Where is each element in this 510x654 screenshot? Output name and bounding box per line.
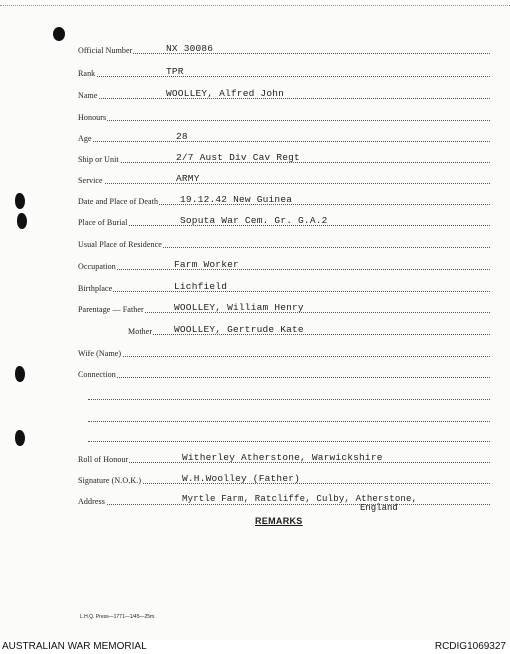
field-wife — [78, 345, 490, 359]
field-name — [78, 87, 490, 101]
record-id: RCDIG1069327 — [434, 641, 506, 652]
field-rank — [78, 65, 490, 79]
connection-continuation-line — [78, 430, 490, 444]
field-occupation — [78, 258, 490, 272]
field-value: W.H.Woolley (Father) — [182, 473, 301, 484]
field-label: Ship or Unit — [78, 155, 119, 164]
field-connection — [78, 366, 490, 380]
field-value: Witherley Atherstone, Warwickshire — [182, 452, 383, 463]
punch-hole — [17, 213, 27, 229]
punch-hole — [53, 27, 65, 41]
field-value: TPR — [166, 66, 184, 77]
field-label: Honours — [78, 113, 107, 122]
field-value: Farm Worker — [174, 259, 239, 270]
field-value: 19.12.42 New Guinea — [180, 194, 293, 205]
remarks-heading: REMARKS — [255, 516, 303, 526]
archive-footer — [0, 640, 510, 654]
field-label: Mother — [128, 327, 153, 336]
field-value: Soputa War Cem. Gr. G.A.2 — [180, 215, 328, 226]
torn-top-edge — [0, 0, 510, 6]
punch-hole — [15, 430, 25, 446]
field-value: WOOLLEY, William Henry — [174, 302, 304, 313]
field-mother — [78, 323, 490, 337]
address-continuation: England — [360, 503, 398, 513]
field-label: Date and Place of Death — [78, 197, 159, 206]
field-father — [78, 301, 490, 315]
field-label: Place of Burial — [78, 218, 128, 227]
field-label: Birthplace — [78, 284, 113, 293]
punch-hole — [15, 366, 25, 382]
field-label: Signature (N.O.K.) — [78, 476, 142, 485]
printer-reference: L.H.Q. Press—1771—1/45—25m. — [80, 614, 156, 620]
field-label: Occupation — [78, 262, 116, 271]
field-service — [78, 172, 490, 186]
punch-hole — [15, 193, 25, 209]
field-address — [78, 493, 490, 507]
field-roll-of-honour — [78, 451, 490, 465]
field-label: Rank — [78, 69, 96, 78]
field-label: Connection — [78, 370, 116, 379]
field-label: Address — [78, 497, 105, 506]
field-label: Wife (Name) — [78, 349, 122, 358]
archive-name: AUSTRALIAN WAR MEMORIAL — [2, 641, 147, 652]
field-age — [78, 130, 490, 144]
field-signature — [78, 472, 490, 486]
field-label: Official Number — [78, 46, 133, 55]
field-value: 2/7 Aust Div Cav Regt — [176, 152, 300, 163]
field-value: NX 30086 — [166, 43, 214, 54]
connection-continuation-line — [78, 388, 490, 402]
field-value: Lichfield — [174, 281, 228, 292]
field-label: Age — [78, 134, 92, 143]
field-value: Myrtle Farm, Ratcliffe, Culby, Atherstone, — [182, 494, 418, 504]
field-birthplace — [78, 280, 490, 294]
field-honours — [78, 109, 490, 123]
field-label: Parentage — Father — [78, 305, 144, 314]
connection-continuation-line — [78, 410, 490, 424]
field-value: ARMY — [176, 173, 200, 184]
field-value: 28 — [176, 131, 188, 142]
field-label: Name — [78, 91, 98, 100]
field-usual-residence — [78, 236, 490, 250]
field-label: Usual Place of Residence — [78, 240, 162, 249]
field-value: WOOLLEY, Gertrude Kate — [174, 324, 304, 335]
field-label: Service — [78, 176, 103, 185]
field-value: WOOLLEY, Alfred John — [166, 88, 285, 99]
field-place-burial — [78, 214, 490, 228]
field-date-place-death — [78, 193, 490, 207]
field-ship-or-unit — [78, 151, 490, 165]
field-label: Roll of Honour — [78, 455, 129, 464]
field-official-number — [78, 42, 490, 56]
